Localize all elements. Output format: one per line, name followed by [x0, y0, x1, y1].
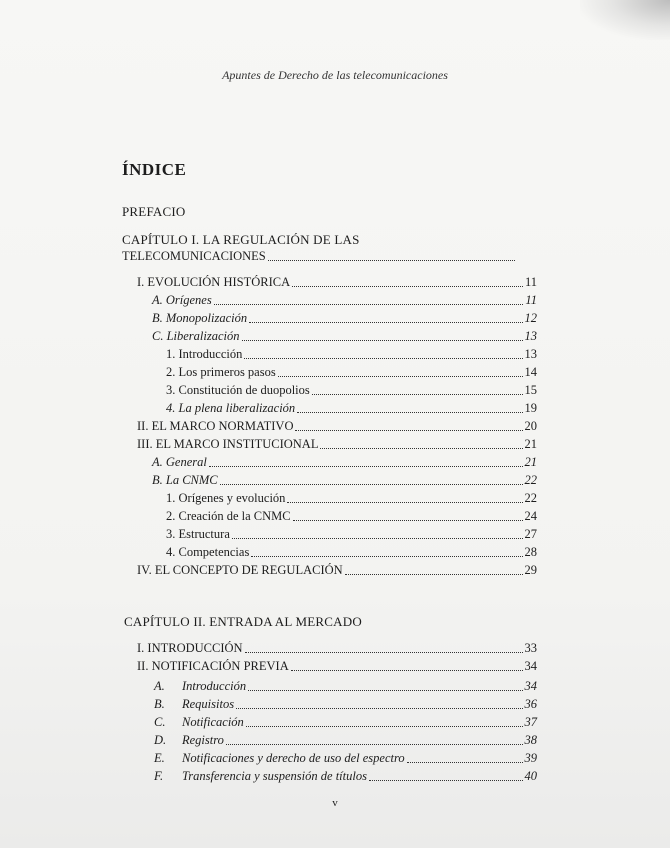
toc-entry — [137, 419, 537, 434]
leader-dots — [369, 771, 523, 781]
leader-dots — [214, 295, 524, 305]
leader-dots — [345, 565, 523, 575]
toc-entry — [166, 365, 537, 380]
toc-entry-page: 11 — [525, 293, 537, 307]
toc-entry — [137, 563, 537, 578]
toc-entry-label: A. General — [152, 455, 207, 469]
toc-entry-label: 4. La plena liberalización — [166, 401, 296, 415]
toc-entry-page: 34 — [524, 659, 537, 673]
leader-dots — [236, 699, 522, 709]
toc-entry — [166, 509, 537, 524]
toc-entry — [137, 275, 537, 290]
toc-entry-page: 24 — [524, 509, 537, 523]
leader-dots — [312, 385, 523, 395]
chapter-2-title: CAPÍTULO II. ENTRADA AL MERCADO — [124, 614, 362, 629]
leader-dots — [268, 251, 515, 261]
toc-entry — [154, 697, 537, 712]
leader-dots — [293, 511, 523, 521]
toc-entry-letter: C. — [154, 715, 166, 729]
leader-dots — [226, 735, 523, 745]
leader-dots — [232, 529, 523, 539]
toc-entry-page: 13 — [524, 347, 537, 361]
toc-entry-label: Transferencia y suspensión de títulos — [182, 769, 367, 783]
toc-entry-page: 15 — [524, 383, 537, 397]
page-folio: v — [332, 797, 338, 809]
toc-entry — [154, 751, 537, 766]
toc-entry-label: II. EL MARCO NORMATIVO — [137, 419, 294, 433]
toc-entry — [152, 329, 537, 344]
toc-entry-label: B. Monopolización — [152, 311, 248, 325]
leader-dots — [209, 457, 523, 467]
index-title: ÍNDICE — [122, 160, 187, 179]
toc-entry-label: 3. Constitución de duopolios — [166, 383, 310, 397]
toc-entry-page: 22 — [524, 491, 537, 505]
leader-dots — [242, 331, 523, 341]
leader-dots — [220, 475, 523, 485]
toc-entry-page: 19 — [524, 401, 537, 415]
toc-entry — [166, 527, 537, 542]
toc-entry-page: 27 — [524, 527, 537, 541]
toc-entry — [154, 715, 537, 730]
toc-entry-label: Registro — [182, 733, 224, 747]
toc-entry-page: 29 — [524, 563, 537, 577]
toc-entry-page: 21 — [524, 455, 537, 469]
toc-entry-label: IV. EL CONCEPTO DE REGULACIÓN — [137, 563, 343, 577]
toc-entry-page: 40 — [524, 769, 537, 783]
toc-entry-label: Notificación — [182, 715, 244, 729]
toc-entry-label: Requisitos — [182, 697, 235, 711]
toc-entry-page: 12 — [524, 311, 537, 325]
toc-entry-label: 2. Los primeros pasos — [166, 365, 276, 379]
toc-entry — [152, 293, 537, 308]
toc-entry-label: 1. Introducción — [166, 347, 243, 361]
toc-entry-label: II. NOTIFICACIÓN PREVIA — [137, 659, 289, 673]
leader-dots — [251, 547, 522, 557]
scan-shadow — [580, 0, 670, 40]
toc-entry — [152, 311, 537, 326]
toc-entry-label: A. Orígenes — [152, 293, 212, 307]
leader-dots — [297, 403, 522, 413]
toc-entry-label: 1. Orígenes y evolución — [166, 491, 286, 505]
prefacio-heading: PREFACIO — [122, 204, 186, 219]
toc-entry-page: 34 — [524, 679, 537, 693]
toc-entry-label: I. INTRODUCCIÓN — [137, 641, 243, 655]
toc-entry — [137, 437, 537, 452]
toc-entry-label: Introducción — [182, 679, 247, 693]
toc-entry — [166, 491, 537, 506]
leader-dots — [249, 313, 522, 323]
toc-entry — [154, 679, 537, 694]
leader-dots — [295, 421, 522, 431]
toc-entry-label: I. EVOLUCIÓN HISTÓRICA — [137, 275, 291, 289]
toc-entry-page: 20 — [524, 419, 537, 433]
chapter-1-title-line2 — [122, 249, 517, 264]
toc-entry — [166, 383, 537, 398]
toc-entry-page: 11 — [524, 275, 537, 289]
leader-dots — [245, 643, 523, 653]
leader-dots — [244, 349, 522, 359]
toc-entry — [166, 347, 537, 362]
toc-entry-page: 39 — [524, 751, 537, 765]
toc-entry-label: 3. Estructura — [166, 527, 230, 541]
leader-dots — [246, 717, 523, 727]
toc-entry-label: 4. Competencias — [166, 545, 250, 559]
toc-entry — [154, 733, 537, 748]
toc-entry-page: 33 — [524, 641, 537, 655]
toc-entry — [137, 641, 537, 656]
leader-dots — [292, 277, 523, 287]
toc-entry-page: 38 — [524, 733, 537, 747]
toc-entry-page: 13 — [524, 329, 537, 343]
toc-entry-label: Notificaciones y derecho de uso del espectro — [182, 751, 405, 765]
toc-entry-page: 28 — [524, 545, 537, 559]
chapter-1-title-text: TELECOMUNICACIONES — [122, 249, 266, 263]
toc-entry-letter: A. — [154, 679, 165, 693]
running-head: Apuntes de Derecho de las telecomunicaciones — [222, 68, 448, 82]
chapter-1-title-line1: CAPÍTULO I. LA REGULACIÓN DE LAS — [122, 232, 360, 247]
toc-entry — [152, 455, 537, 470]
leader-dots — [278, 367, 523, 377]
toc-entry-page: 22 — [524, 473, 537, 487]
toc-entry-letter: F. — [154, 769, 164, 783]
leader-dots — [287, 493, 522, 503]
toc-entry — [166, 545, 537, 560]
leader-dots — [248, 681, 522, 691]
toc-entry-letter: D. — [154, 733, 167, 747]
toc-entry-letter: B. — [154, 697, 165, 711]
leader-dots — [291, 661, 523, 671]
leader-dots — [407, 753, 523, 763]
toc-entry — [166, 401, 537, 416]
toc-entry-letter: E. — [154, 751, 165, 765]
toc-entry — [137, 659, 537, 674]
toc-entry-label: B. La CNMC — [152, 473, 218, 487]
toc-entry-page: 36 — [524, 697, 537, 711]
toc-entry-page: 21 — [524, 437, 537, 451]
toc-entry-page: 14 — [524, 365, 537, 379]
leader-dots — [320, 439, 522, 449]
toc-entry-label: C. Liberalización — [152, 329, 240, 343]
toc-entry-label: III. EL MARCO INSTITUCIONAL — [137, 437, 319, 451]
toc-entry-label: 2. Creación de la CNMC — [166, 509, 291, 523]
toc-entry — [152, 473, 537, 488]
toc-entry-page: 37 — [524, 715, 537, 729]
toc-entry — [154, 769, 537, 784]
